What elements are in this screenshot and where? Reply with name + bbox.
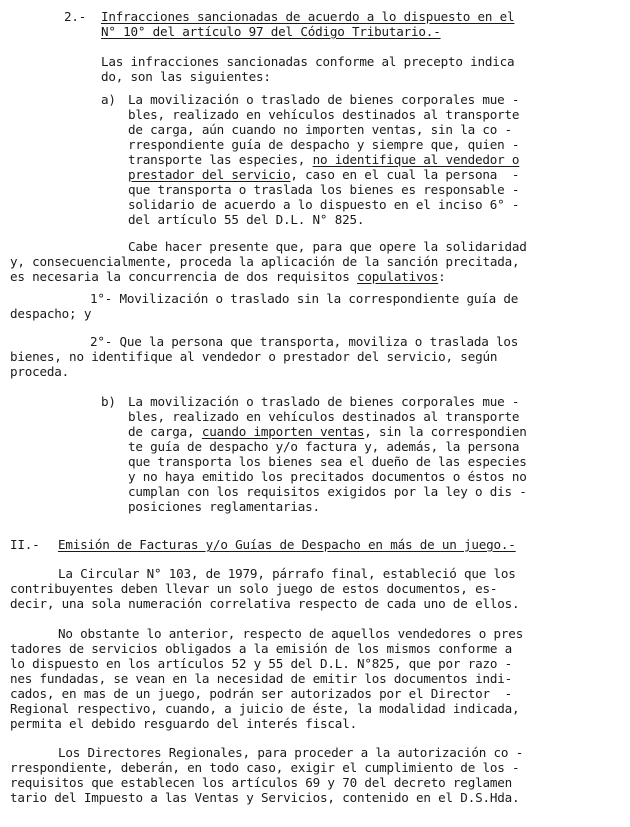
- item-a-label: a): [101, 92, 116, 107]
- p2-line-5: cados, en mas de un juego, podrán ser autorizados por el Director -: [10, 686, 512, 701]
- p1-line-3: decir, una sola numeración correlativa respecto de cada uno de ellos.: [10, 596, 520, 611]
- requisito-2-line-3: proceda.: [10, 364, 70, 379]
- item-a-line-5-underlined: no identifique al vendedor o: [312, 152, 520, 167]
- requisito-1-line-1: 1°- Movilización o traslado sin la correspondiente guía de: [90, 291, 519, 306]
- section-heading-line-2: N° 10° del artículo 97 del Código Tributario.-: [101, 24, 441, 39]
- section-number: 2.-: [64, 9, 87, 24]
- item-b-label: b): [101, 394, 116, 409]
- item-b-line-8: posiciones reglamentarias.: [128, 499, 320, 514]
- section-heading-line-1: Infracciones sancionadas de acuerdo a lo dispuesto en el: [101, 9, 515, 24]
- intro-line-2: do, son las siguientes:: [101, 69, 271, 84]
- p2-line-7: permita el debido resguardo del interés fiscal.: [10, 716, 357, 731]
- item-b-line-4: te guía de despacho y/o factura y, además, la persona: [128, 439, 520, 454]
- p3-line-2: rrespondiente, deberán, en todo caso, exigir el cumplimiento de los -: [10, 760, 520, 775]
- p2-line-4: nes fundadas, se vean en la necesidad de emitir los documentos indi-: [10, 671, 512, 686]
- item-a-line-5-text: transporte las especies,: [128, 152, 313, 167]
- item-b-line-6: y no haya emitido los precitados documentos o éstos no: [128, 469, 527, 484]
- item-a-line-6-underlined: prestador del servicio: [128, 167, 291, 182]
- p3-line-3: requisitos que establecen los artículos 69 y 70 del decreto reglamen: [10, 775, 512, 790]
- item-a-line-3: de carga, aún cuando no importen ventas, sin la co -: [128, 122, 512, 137]
- p3-line-4: tario del Impuesto a las Ventas y Servicios, contenido en el D.S.Hda.: [10, 790, 520, 805]
- p2-line-2: tadores de servicios obligados a la emisión de los mismos conforme a: [10, 641, 512, 656]
- cabe-line-1: Cabe hacer presente que, para que opere la solidaridad: [128, 239, 527, 254]
- section-ii-heading: Emisión de Facturas y/o Guías de Despacho en más de un juego.-: [58, 537, 516, 552]
- item-a-line-9: del artículo 55 del D.L. N° 825.: [128, 212, 365, 227]
- item-b-line-3: [128, 424, 527, 439]
- p1-line-2: contribuyentes deben llevar un solo juego de estos documentos, es-: [10, 581, 498, 596]
- item-a-line-2: bles, realizado en vehículos destinados al transporte: [128, 107, 520, 122]
- p2-line-6: Regional respectivo, cuando, a juicio de éste, la modalidad indicada,: [10, 701, 520, 716]
- item-a-line-4: rrespondiente guía de despacho y siempre que, quien -: [128, 137, 520, 152]
- p2-line-3: lo dispuesto en los artículos 52 y 55 del D.L. N°825, que por razo -: [10, 656, 512, 671]
- item-b-line-5: que transporta los bienes sea el dueño de las especies: [128, 454, 527, 469]
- item-b-line-3-rest: , sin la correspondien: [364, 424, 527, 439]
- cabe-line-2: y, consecuencialmente, proceda la aplicación de la sanción precitada,: [10, 254, 520, 269]
- p3-line-1: Los Directores Regionales, para proceder a la autorización co -: [58, 745, 524, 760]
- item-b-line-3-text: de carga,: [128, 424, 202, 439]
- item-a-line-8: solidario de acuerdo a lo dispuesto en el inciso 6° -: [128, 197, 520, 212]
- requisito-1-line-2: despacho; y: [10, 306, 92, 321]
- item-a-line-7: que transporta o traslada los bienes es responsable -: [128, 182, 520, 197]
- p2-line-1: No obstante lo anterior, respecto de aquellos vendedores o pres: [58, 626, 524, 641]
- item-a-line-5: [128, 152, 519, 167]
- item-b-line-3-underlined: cuando importen ventas: [201, 424, 365, 439]
- intro-line-1: Las infracciones sancionadas conforme al precepto indica: [101, 54, 515, 69]
- cabe-line-3-colon: :: [438, 269, 446, 284]
- item-a-line-6-text: , caso en el cual la persona -: [290, 167, 520, 182]
- item-a-line-6: [128, 167, 519, 182]
- cabe-line-3-underlined: copulativos: [356, 269, 439, 284]
- item-b-line-1: La movilización o traslado de bienes corporales mue -: [128, 394, 520, 409]
- cabe-line-3-text: es necesaria la concurrencia de dos requisitos: [10, 269, 357, 284]
- item-b-line-2: bles, realizado en vehículos destinados al transporte: [128, 409, 520, 424]
- item-b-line-7: cumplan con los requisitos exigidos por la ley o dis -: [128, 484, 527, 499]
- p1-line-1: La Circular N° 103, de 1979, párrafo final, estableció que los: [58, 566, 516, 581]
- requisito-2-line-1: 2°- Que la persona que transporta, moviliza o traslada los: [90, 334, 519, 349]
- requisito-2-line-2: bienes, no identifique al vendedor o prestador del servicio, según: [10, 349, 498, 364]
- section-ii-number: II.-: [10, 537, 40, 552]
- cabe-line-3: [10, 269, 446, 284]
- item-a-line-1: La movilización o traslado de bienes corporales mue -: [128, 92, 520, 107]
